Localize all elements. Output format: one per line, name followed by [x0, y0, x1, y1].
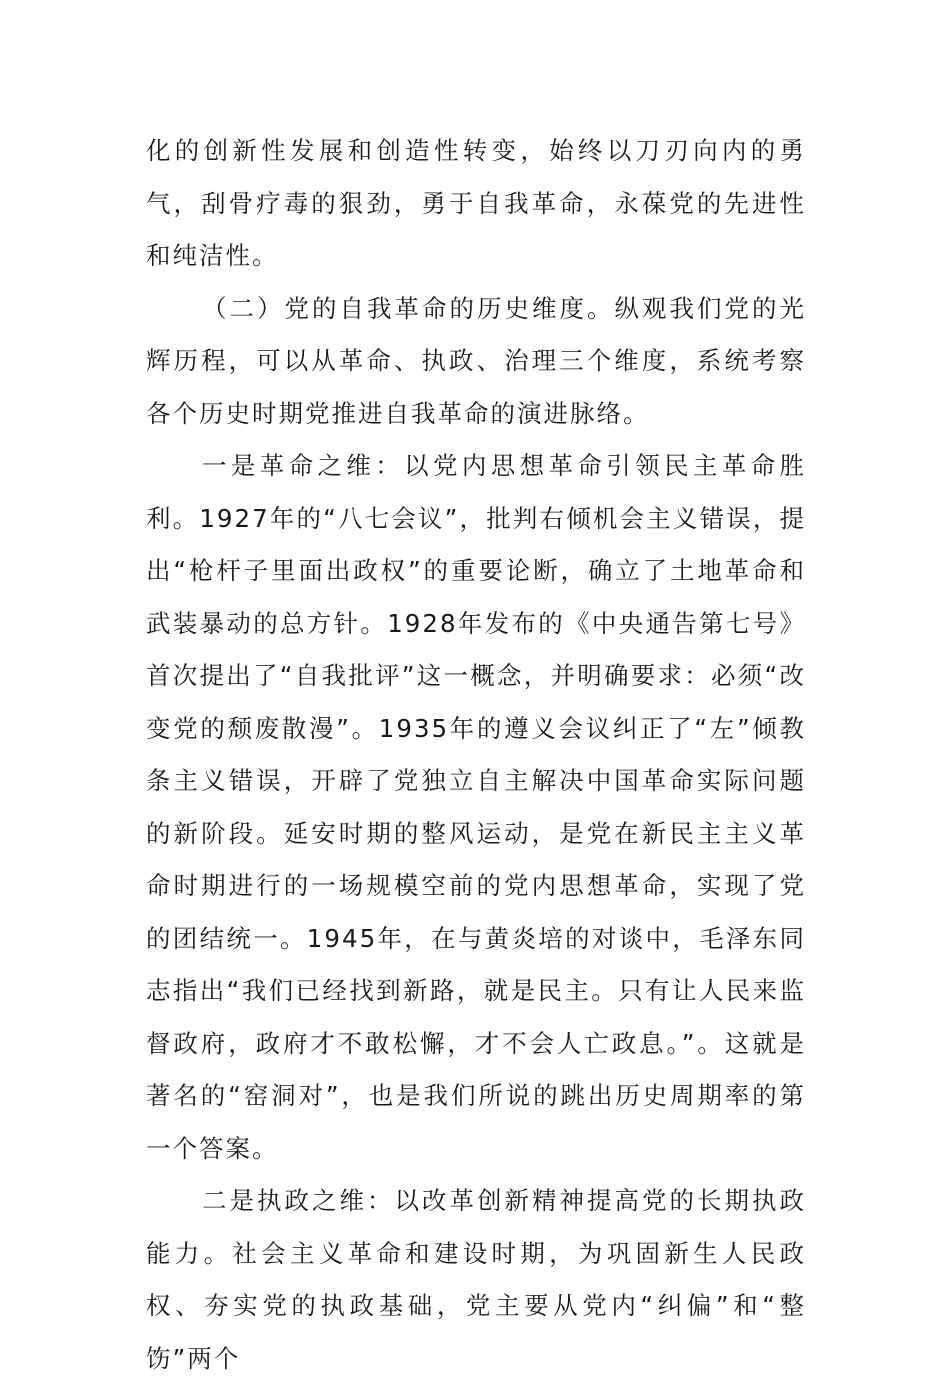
paragraph-revolution-dimension: 一是革命之维：以党内思想革命引领民主革命胜利。1927年的“八七会议”，批判右倾机会主义错误，提出“枪杆子里面出政权”的重要论断，确立了土地革命和武装暴动的总方针。1928年发布的《中央通告第七号》首次提出了“自我批评”这一概念，并明确要求：必须“改变党的颓废散漫”。1935年的遵义会议纠正了“左”倾教条主义错误，开辟了党独立自主解决中国革命实际问题的新阶段。延安时期的整风运动，是党在新民主主义革命时期进行的一场规模空前的党内思想革命，实现了党的团结统一。1945年，在与黄炎培的对谈中，毛泽东同志指出“我们已经找到新路，就是民主。只有让人民来监督政府，政府才不敢松懈，才不会人亡政息。”。这就是著名的“窑洞对”，也是我们所说的跳出历史周期率的第一个答案。 [146, 451, 806, 1163]
paragraph-governing-dimension: 二是执政之维：以改革创新精神提高党的长期执政能力。社会主义革命和建设时期，为巩固新生人民政权、夯实党的执政基础，党主要从党内“纠偏”和“整饬”两个 [146, 1186, 806, 1373]
document-body [146, 125, 806, 1385]
paragraph-historical-dimension: （二）党的自我革命的历史维度。纵观我们党的光辉历程，可以从革命、执政、治理三个维度，系统考察各个历史时期党推进自我革命的演进脉络。 [146, 293, 806, 428]
paragraph-continuation: 化的创新性发展和创造性转变，始终以刀刃向内的勇气，刮骨疗毒的狠劲，勇于自我革命，永葆党的先进性和纯洁性。 [146, 136, 806, 270]
